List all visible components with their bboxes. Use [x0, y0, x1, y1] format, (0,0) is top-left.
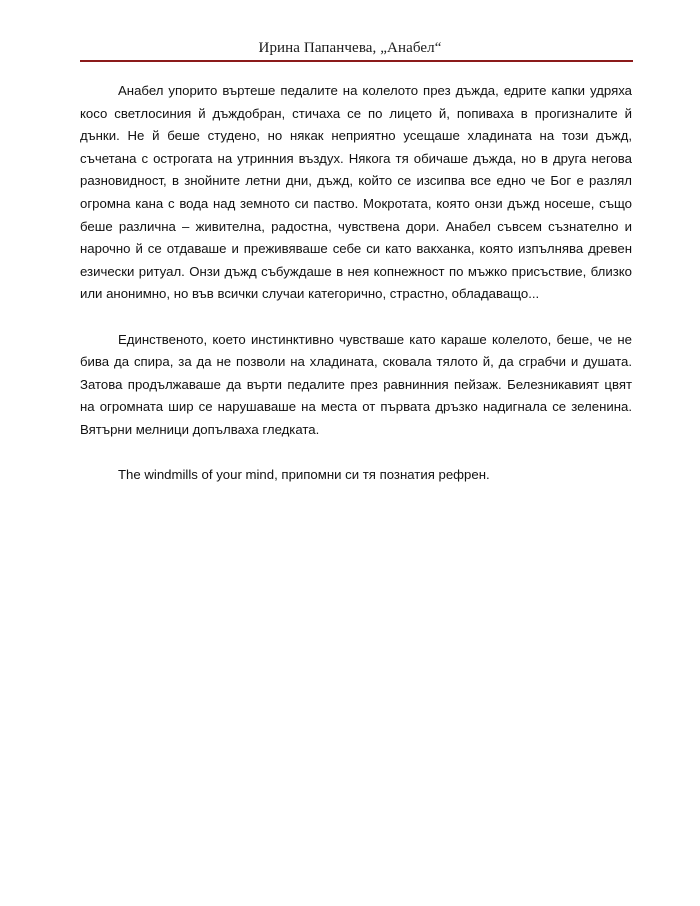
header-rule	[80, 60, 633, 62]
paragraph-2: Единственото, което инстинктивно чувстваше като караше колелото, беше, че не бива да спира, за да не позволи на хладината, сковала тялото й, да сграбчи и душата. Затова продължаваше да върти педалите през равнинния пейзаж. Белезникавият цвят на огромната шир се нарушаваше на места от първата дръзко надигнала се зеленина. Вятърни мелници допълваха гледката.	[80, 331, 632, 437]
running-header: Ирина Папанчева, „Анабел“	[258, 40, 442, 56]
body-text	[80, 80, 632, 487]
paragraph-1: Анабел упорито въртеше педалите на колелото през дъжда, едрите капки удряха косо светлосиния й дъждобран, стичаха се по лицето й, попиваха в прогизналите й дънки. Не й беше студено, но някак неприятно усещаше хладината на този дъжд, съчетана с острогата на утринния въздух. Някога тя обичаше дъжда, но в друга негова разновидност, в знойните летни дни, дъжд, който се изсипва все едно че Бог е разлял огромна кана с вода над земното си паство. Мокротата, която онзи дъжд носеше, също беше различна – живителна, радостна, чувствена дори. Анабел съвсем съзнателно и нарочно й се отдаваше и преживяваше себе си като вакханка, която изпълнява древен езически ритуал. Онзи дъжд събуждаше в нея копнежност по мъжко присъствие, близко или анонимно, но във всички случаи категорично, страстно, обладаващо...	[80, 83, 632, 302]
paragraph-3: The windmills of your mind, припомни си тя познатия рефрен.	[118, 467, 490, 483]
